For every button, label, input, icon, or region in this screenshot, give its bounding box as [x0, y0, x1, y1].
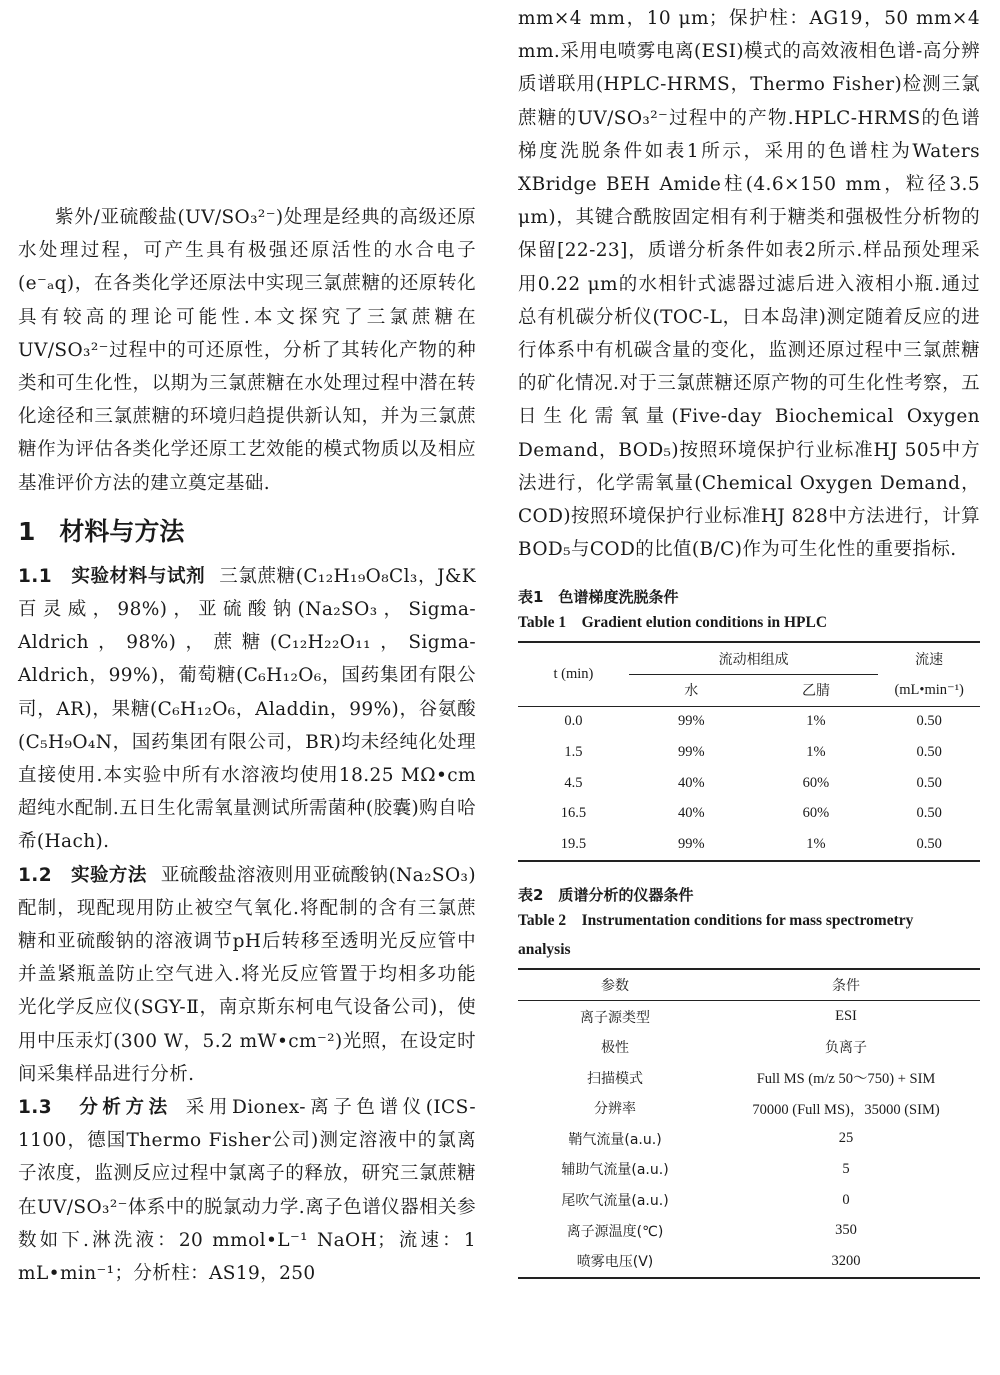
section-heading [18, 504, 476, 560]
left-column [18, 0, 476, 1290]
right-paragraph: mm×4 mm，10 μm；保护柱：AG19，50 mm×4 mm.采用电喷雾电离(ESI)模式的高效液相色谱-高分辨质谱联用(HPLC-HRMS，Thermo Fisher)检测三氯蔗糖的UV/SO₃²⁻过程中的产物.HPLC-HRMS的色谱梯度洗脱条件如表1所示，采用的色谱柱为Waters XBridge BEH Amide柱(4.6×150 mm，粒径3.5 μm)，其键合酰胺固定相有利于糖类和强极性分析物的保留[22-23]，质谱分析条件如表2所示.样品预处理采用0.22 μm的水相针式滤器过滤后进入液相小瓶.通过总有机碳分析仪(TOC-L，日本岛津)测定随着反应的进行体系中有机碳含量的变化，监测还原过程中三氯蔗糖的矿化情况.对于三氯蔗糖还原产物的可生化性考察，五日生化需氧量(Five-day Biochemical Oxygen Demand，BOD₅)按照环境保护行业标准HJ 505中方法进行，化学需氧量(Chemical Oxygen Demand，COD)按照环境保护行业标准HJ 828中方法进行，计算BOD₅与COD的比值(B/C)作为可生化性的重要指标. [518, 8, 980, 561]
table-cell: 5 [842, 1160, 850, 1177]
subsection-1-1 [18, 560, 476, 859]
table1 [518, 641, 980, 861]
table-cell: Full MS (m/z 50～750) + SIM [756, 1071, 936, 1088]
table-row [518, 737, 980, 768]
table-row [518, 1032, 980, 1063]
subsection-1-1-text: 三氯蔗糖(C₁₂H₁₉O₈Cl₃，J&K 百灵威，98%)，亚硫酸钠(Na₂SO₃，Sigma-Aldrich，98%)，蔗糖(C₁₂H₂₂O₁₁，Sigma-Aldrich，99%)，葡萄糖(C₆H₁₂O₆，国药集团有限公司，AR)，果糖(C₆H₁₂O₆，Aladdin，99%)，谷氨酸(C₅H₉O₄N，国药集团有限公司，BR)均未经纯化处理直接使用.本实验中所有水溶液均使用18.25 MΩ•cm超纯水配制.五日生化需氧量测试所需菌种(胶囊)购自哈希(Hach). [18, 565, 476, 853]
table2-header-cond: 条件 [712, 969, 980, 1001]
subsection-1-2-heading: 1.2 实验方法 [18, 864, 147, 886]
table-cell: 4.5 [564, 774, 583, 791]
table-cell: 0.50 [916, 805, 942, 822]
table-cell: 40% [677, 805, 705, 822]
table-row [518, 1154, 980, 1185]
table-row [518, 1185, 980, 1216]
table-cell: 1% [806, 744, 826, 761]
table-cell: 40% [677, 774, 705, 791]
subsection-1-2-text: 亚硫酸盐溶液则用亚硫酸钠(Na₂SO₃)配制，现配现用防止被空气氧化.将配制的含有三氯蔗糖和亚硫酸钠的溶液调节pH后转移至透明光反应管中并盖紧瓶盖防止空气进入.将光反应管置于均相多功能光化学反应仪(SGY-Ⅱ，南京斯东柯电气设备公司)，使用中压汞灯(300 W，5.2 mW•cm⁻²)光照，在设定时间采集样品进行分析. [18, 864, 476, 1085]
right-column [518, 0, 980, 1279]
table-cell: 99% [629, 829, 754, 861]
table2 [518, 968, 980, 1279]
table-cell: 60% [802, 774, 830, 791]
top-spacer [18, 0, 476, 201]
table-cell: 0.50 [916, 744, 942, 761]
table-cell: 99% [677, 744, 705, 761]
table-row [518, 706, 980, 737]
subsection-1-3-heading: 1.3 分析方法 [18, 1097, 172, 1119]
table-cell: 19.5 [518, 829, 629, 861]
table-row [518, 829, 980, 861]
table-cell: 极性 [601, 1040, 630, 1057]
subsection-1-3 [18, 1091, 476, 1290]
table2-caption-en-line2: analysis [518, 940, 571, 958]
table1-header-acn: 乙腈 [754, 675, 879, 707]
table-cell: 喷雾电压(V) [518, 1246, 712, 1278]
table2-caption-en-line1: Table 2 Instrumentation conditions for mass spectrometry [518, 911, 914, 929]
table-cell: 70000 (Full MS)，35000 (SIM) [752, 1101, 940, 1118]
table1-header-flow-unit: (mL•min⁻¹) [878, 675, 980, 707]
table1-header-t: t (min) [518, 642, 629, 706]
table-cell: ESI [835, 1008, 857, 1024]
table-cell: 3200 [712, 1246, 980, 1278]
table-cell: 60% [802, 805, 830, 822]
table2-header-param: 参数 [518, 969, 712, 1001]
table-row [518, 1215, 980, 1246]
table-cell: 负离子 [825, 1040, 868, 1057]
table-row [518, 1246, 980, 1278]
table-cell: 350 [835, 1222, 857, 1239]
table-cell: 0.50 [878, 829, 980, 861]
table-cell: 扫描模式 [587, 1070, 644, 1087]
table-row [518, 798, 980, 829]
table-cell: 辅助气流量(a.u.) [561, 1162, 669, 1179]
table1-header-flow: 流速 [878, 642, 980, 674]
table-row [518, 1093, 980, 1124]
table-row [518, 768, 980, 799]
table-cell: 16.5 [560, 805, 587, 822]
table-cell: 尾吹气流量(a.u.) [561, 1193, 669, 1210]
table-cell: 1% [806, 713, 826, 730]
table1-header-phase: 流动相组成 [629, 642, 878, 674]
table-cell: 0.50 [916, 713, 942, 730]
table-row [518, 1062, 980, 1093]
table-cell: 分辨率 [594, 1101, 637, 1118]
table-row [518, 1001, 980, 1032]
table-cell: 0.0 [564, 713, 583, 730]
subsection-1-2 [18, 859, 476, 1091]
section-title: 材料与方法 [59, 516, 185, 546]
table-cell: 离子源温度(℃) [566, 1223, 664, 1240]
table-row [518, 1124, 980, 1155]
table-cell: 鞘气流量(a.u.) [568, 1131, 662, 1148]
table-cell: 25 [838, 1130, 854, 1147]
table1-caption-en: Table 1 Gradient elution conditions in HPLC [518, 614, 828, 632]
table-cell: 0.50 [916, 774, 942, 791]
table-cell: 0 [842, 1191, 850, 1208]
table-cell: 1.5 [564, 744, 583, 761]
intro-paragraph: 紫外/亚硫酸盐(UV/SO₃²⁻)处理是经典的高级还原水处理过程，可产生具有极强还原活性的水合电子(e⁻ₐq)，在各类化学还原法中实现三氯蔗糖的还原转化具有较高的理论可能性.本文探究了三氯蔗糖在UV/SO₃²⁻过程中的可还原性，分析了其转化产物的种类和可生化性，以期为三氯蔗糖在水处理过程中潜在转化途径和三氯蔗糖的环境归趋提供新认知，并为三氯蔗糖作为评估各类化学还原工艺效能的模式物质以及相应基准评价方法的建立奠定基础. [18, 207, 476, 494]
subsection-1-3-text: 采用Dionex-离子色谱仪(ICS-1100，德国Thermo Fisher公司)测定溶液中的氯离子浓度，监测反应过程中氯离子的释放，研究三氯蔗糖在UV/SO₃²⁻体系中的脱氯动力学.离子色谱仪器相关参数如下.淋洗液：20 mmol•L⁻¹ NaOH；流速：1 mL•min⁻¹；分析柱：AS19，250 [18, 1097, 476, 1285]
table1-caption-cn: 表1 色谱梯度洗脱条件 [518, 588, 679, 607]
table2-caption-cn: 表2 质谱分析的仪器条件 [518, 885, 694, 904]
table-cell: 1% [754, 829, 879, 861]
table-cell: 99% [677, 713, 705, 730]
table-cell: 离子源类型 [580, 1009, 651, 1026]
table1-header-water: 水 [629, 675, 754, 707]
section-number: 1 [18, 516, 36, 546]
subsection-1-1-heading: 1.1 实验材料与试剂 [18, 565, 206, 587]
